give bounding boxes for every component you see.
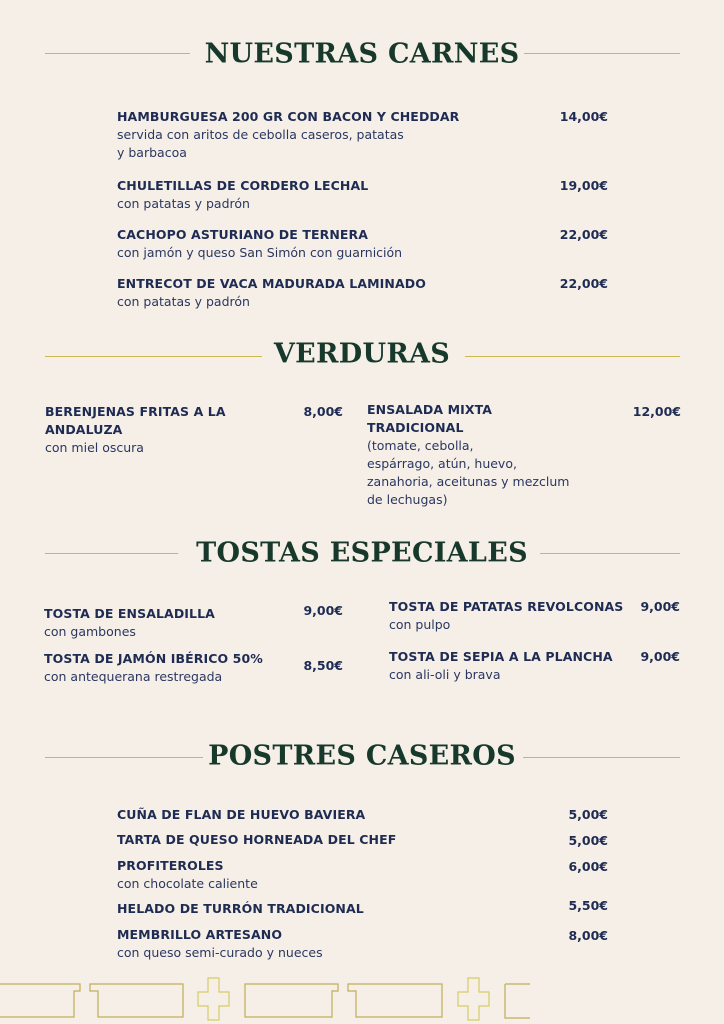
item-price: 9,00€ [303,603,343,618]
item-desc: (tomate, cebolla, [367,438,474,453]
item-price: 22,00€ [559,227,608,242]
item-price: 22,00€ [559,276,608,291]
item-name: TARTA DE QUESO HORNEADA DEL CHEF [117,832,397,847]
menu-item [117,275,426,311]
menu-item [389,598,623,634]
menu-item [117,806,365,824]
item-name: HAMBURGUESA 200 GR CON BACON Y CHEDDAR [117,109,460,124]
item-desc: con patatas y padrón [117,196,250,211]
menu-item [117,108,459,162]
item-name: CACHOPO ASTURIANO DE TERNERA [117,227,369,242]
item-desc: con queso semi-curado y nueces [117,945,323,960]
item-desc: con chocolate caliente [117,876,258,891]
item-price: 12,00€ [632,404,681,419]
item-price: 9,00€ [640,599,680,614]
item-name: CHULETILLAS DE CORDERO LECHAL [117,178,369,193]
deco-shape [245,984,338,1017]
item-desc: con miel oscura [45,440,144,455]
item-price: 8,00€ [303,404,343,419]
menu-item [389,648,613,684]
item-price: 5,50€ [568,898,608,913]
menu-item [45,403,226,457]
item-name: ENSALADA MIXTA [367,402,493,417]
item-name: PROFITEROLES [117,858,224,873]
deco-shape [348,984,442,1017]
menu-item [117,926,323,962]
item-name: TRADICIONAL [367,420,464,435]
menu-item [117,226,402,262]
item-price: 8,00€ [568,928,608,943]
item-name: MEMBRILLO ARTESANO [117,927,283,942]
item-price: 6,00€ [568,859,608,874]
cross-icon [458,978,489,1020]
item-price: 5,00€ [568,833,608,848]
item-desc: con ali-oli y brava [389,667,501,682]
cross-icon [198,978,229,1020]
item-desc: servida con aritos de cebolla caseros, patatas [117,127,404,142]
item-desc: espárrago, atún, huevo, [367,456,517,471]
item-name: ENTRECOT DE VACA MADURADA LAMINADO [117,276,426,291]
item-name: TOSTA DE SEPIA A LA PLANCHA [389,649,613,664]
deco-shape [505,984,530,1018]
item-name: HELADO DE TURRÓN TRADICIONAL [117,901,364,916]
item-price: 8,50€ [303,658,343,673]
menu-item [44,650,263,686]
menu-item [117,831,396,849]
item-desc: con antequerana restregada [44,669,223,684]
section-title-postres: POSTRES CASEROS [208,740,516,772]
item-name: BERENJENAS FRITAS A LA [45,404,226,419]
menu-item [367,401,569,509]
menu-item [117,900,364,918]
item-desc: con gambones [44,624,136,639]
item-price: 19,00€ [559,178,608,193]
deco-shape [90,984,183,1017]
item-price: 9,00€ [640,649,680,664]
item-desc: con pulpo [389,617,451,632]
item-name: TOSTA DE PATATAS REVOLCONAS [389,599,624,614]
menu-item [44,605,215,641]
item-name: CUÑA DE FLAN DE HUEVO BAVIERA [117,807,366,822]
decorative-border [0,975,724,1024]
item-price: 14,00€ [559,109,608,124]
deco-shape [0,984,80,1017]
item-desc: zanahoria, aceitunas y mezclum [367,474,570,489]
item-name: TOSTA DE JAMÓN IBÉRICO 50% [44,651,263,666]
menu-item [117,177,368,213]
item-desc: de lechugas) [367,492,448,507]
item-desc: con patatas y padrón [117,294,250,309]
item-name: TOSTA DE ENSALADILLA [44,606,215,621]
menu-item [117,857,258,893]
item-desc: con jamón y queso San Simón con guarnición [117,245,403,260]
section-title-tostas: TOSTAS ESPECIALES [196,537,528,569]
section-title-carnes: NUESTRAS CARNES [204,38,520,70]
item-price: 5,00€ [568,807,608,822]
item-name: ANDALUZA [45,422,123,437]
item-desc: y barbacoa [117,145,187,160]
section-title-verduras: VERDURAS [273,338,451,370]
